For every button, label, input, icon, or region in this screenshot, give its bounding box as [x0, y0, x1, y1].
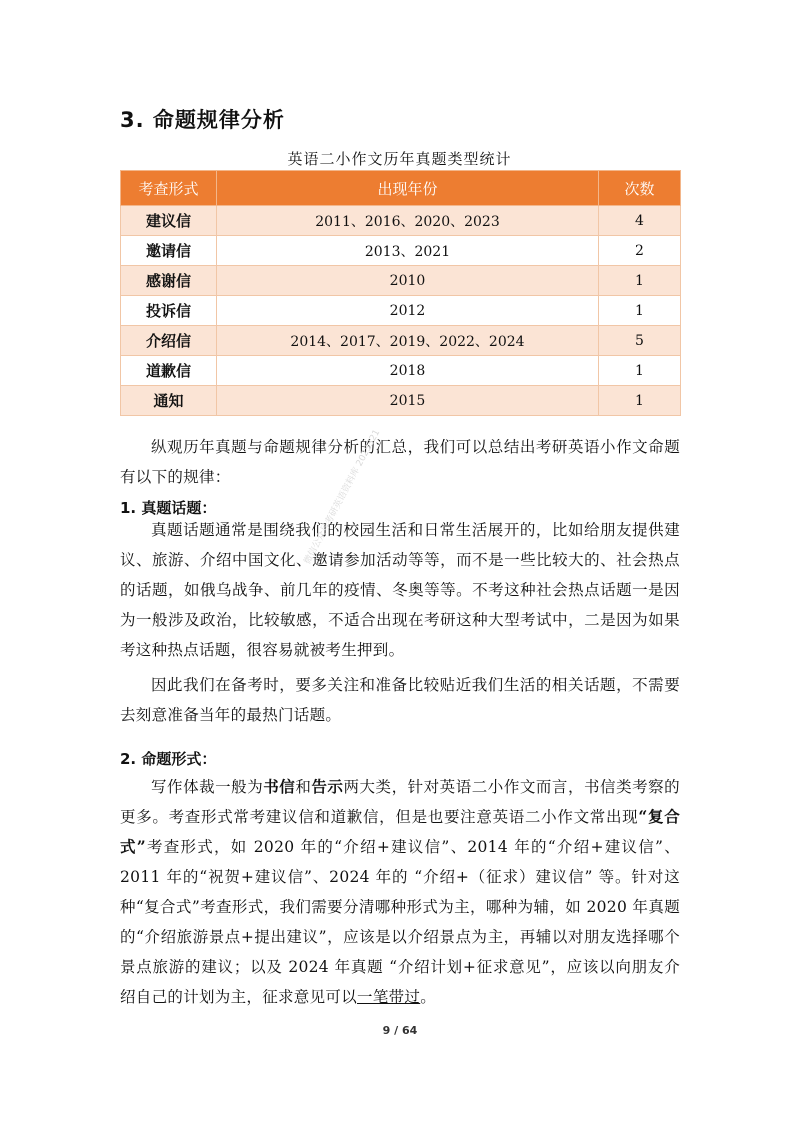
watermark-text: 微信公众号考研英语资料库 2025321	[302, 428, 383, 567]
cell-count: 1	[599, 386, 681, 416]
cell-type: 建议信	[121, 206, 217, 236]
cell-years: 2015	[217, 386, 599, 416]
table-row	[121, 326, 681, 356]
table-row	[121, 236, 681, 266]
rule2-bold-letters: 书信	[263, 777, 296, 796]
cell-count: 1	[599, 266, 681, 296]
rule2-paragraph	[120, 772, 680, 1012]
table-row	[121, 206, 681, 236]
cell-years: 2011、2016、2020、2023	[217, 206, 599, 236]
rule2-underlined: 一笔带过	[357, 988, 421, 1006]
cell-count: 1	[599, 356, 681, 386]
table-row	[121, 296, 681, 326]
rule2-text-f: 。	[420, 988, 437, 1006]
rule1-paragraph-2: 因此我们在备考时，要多关注和准备比较贴近我们生活的相关话题，不需要去刻意准备当年的最热门话题。	[120, 676, 680, 724]
rule2-heading: 2. 命题形式：	[120, 750, 217, 768]
cell-type: 道歉信	[121, 356, 217, 386]
cell-years: 2018	[217, 356, 599, 386]
cell-count: 2	[599, 236, 681, 266]
rule1-paragraph-1: 真题话题通常是围绕我们的校园生活和日常生活展开的，比如给朋友提供建议、旅游、介绍中国文化、邀请参加活动等等，而不是一些比较大的、社会热点的话题，如俄乌战争、前几年的疫情、冬奥等等。不考这种社会热点话题一是因为一般涉及政治，比较敏感，不适合出现在考研这种大型考试中，二是因为如果考这种热点话题，很容易就被考生押到。	[120, 521, 680, 659]
cell-years: 2014、2017、2019、2022、2024	[217, 326, 599, 356]
page-number: 9 / 64	[382, 1024, 418, 1037]
rule2-text-d: 两大类，针对英语二小作文而言，书信类考察的更多。考查形式常考建议信和道歉信，但是也要注意英语二小作文常出现	[120, 778, 680, 826]
cell-count: 1	[599, 296, 681, 326]
cell-type: 感谢信	[121, 266, 217, 296]
rule2-bold-notices: 告示	[311, 777, 344, 796]
header-type: 考查形式	[121, 171, 217, 206]
cell-years: 2012	[217, 296, 599, 326]
header-count: 次数	[599, 171, 681, 206]
cell-type: 介绍信	[121, 326, 217, 356]
summary-paragraph: 纵观历年真题与命题规律分析的汇总，我们可以总结出考研英语小作文命题有以下的规律：	[120, 438, 680, 486]
cell-count: 5	[599, 326, 681, 356]
table-header-row	[121, 171, 681, 206]
cell-years: 2013、2021	[217, 236, 599, 266]
cell-type: 通知	[121, 386, 217, 416]
cell-count: 4	[599, 206, 681, 236]
rule2-bold-composite: “复合式”	[120, 807, 680, 856]
rule1-heading: 1. 真题话题：	[120, 499, 217, 517]
cell-years: 2010	[217, 266, 599, 296]
rule2-text-a: 写作体裁一般为	[151, 778, 264, 796]
table-row	[121, 356, 681, 386]
rule2-text-c: 和	[295, 778, 312, 796]
table-caption: 英语二小作文历年真题类型统计	[287, 150, 512, 168]
header-years: 出现年份	[217, 171, 599, 206]
rule2-text-e: 考查形式，如 2020 年的“介绍+建议信”、2014 年的“介绍+建议信”、2011 年的“祝贺+建议信”、2024 年的 “介绍+（征求）建议信” 等。针对这种“复合式”考查形式，我们需要分清哪种形式为主，哪种为辅，如 2020 年真题的“介绍旅游景点+提出建议”，应该是以介绍景点为主，再辅以对朋友选择哪个景点旅游的建议；以及 2024 年真题 “介绍计划+征求意见”，应该以向朋友介绍自己的计划为主，征求意见可以	[120, 838, 681, 1006]
cell-type: 邀请信	[121, 236, 217, 266]
table-row	[121, 266, 681, 296]
question-type-table	[120, 170, 681, 416]
section-title: 3. 命题规律分析	[120, 108, 285, 132]
cell-type: 投诉信	[121, 296, 217, 326]
table-row	[121, 386, 681, 416]
